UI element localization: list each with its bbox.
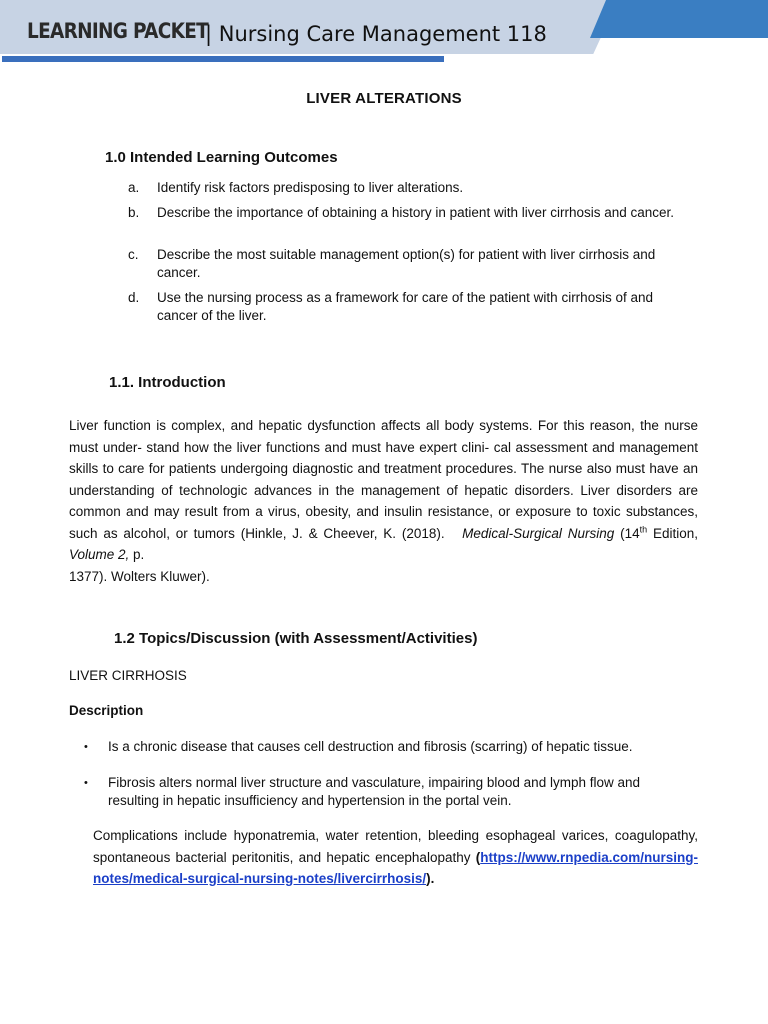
bullet-text: Fibrosis alters normal liver structure and vasculature, impairing blood and lymph flow and resulting in hepatic insufficiency and hypertension in the portal vein. — [108, 775, 640, 808]
link-open-paren: ( — [475, 849, 481, 865]
bullet-dot-icon: • — [84, 741, 88, 753]
topics-heading: 1.2 Topics/Discussion (with Assessment/Activities) — [114, 630, 478, 647]
list-marker: b. — [128, 205, 140, 220]
bullet-text: Is a chronic disease that causes cell destruction and fibrosis (scarring) of hepatic tissue. — [108, 739, 633, 754]
bullet-item — [84, 738, 684, 758]
list-text: Describe the most suitable management option(s) for patient with liver cirrhosis and cancer. — [157, 247, 656, 280]
list-marker: c. — [128, 247, 139, 262]
page-title: LIVER ALTERATIONS — [306, 90, 462, 107]
header-banner — [0, 0, 768, 66]
complications-text: Complications include hyponatremia, water retention, bleeding esophageal varices, coagulopathy, spontaneous bacterial peritonitis, and hepatic encephalopathy — [93, 828, 698, 865]
list-text: Use the nursing process as a framework for care of the patient with cirrhosis of and cancer of the liver. — [157, 290, 653, 323]
brand-title: LEARNING PACKET — [27, 19, 209, 43]
list-marker: a. — [128, 180, 140, 195]
link-close-paren: ). — [426, 871, 435, 886]
list-item — [128, 179, 688, 199]
introduction-paragraph — [69, 415, 698, 587]
citation-edition-suffix: th — [639, 524, 648, 534]
introduction-heading: 1.1. Introduction — [109, 374, 226, 391]
list-text: Describe the importance of obtaining a history in patient with liver cirrhosis and cancer. — [157, 205, 675, 220]
rnpedia-link[interactable]: https://www.rnpedia.com/nursing-notes/medical-surgical-nursing-notes/livercirrhosis/ — [93, 849, 698, 886]
list-item — [128, 204, 688, 242]
outcomes-heading: 1.0 Intended Learning Outcomes — [105, 149, 338, 166]
description-label: Description — [69, 703, 144, 718]
intro-body: Liver function is complex, and hepatic dysfunction affects all body systems. For this reason, the nurse must under- stand how the liver functions and must have expert clini- cal assessment and management skills to care for patients undergoing diagnostic and treatment procedures. The nurse also must have an understanding of technologic advances in the management of hepatic disorders. Liver disorders are common and may result from a virus, obesity, and insulin resistance, or exposure to toxic substances, such as alcohol, or tumors (Hinkle, J. & Cheever, K. (2018). — [69, 418, 698, 541]
list-text: Identify risk factors predisposing to liver alterations. — [157, 180, 464, 195]
citation-volume: Volume 2, — [69, 547, 130, 562]
header-rule — [2, 56, 444, 62]
citation-edition: (14 — [614, 525, 640, 541]
list-item — [128, 289, 688, 327]
list-item — [128, 246, 688, 284]
topic-subject: LIVER CIRRHOSIS — [69, 668, 187, 683]
bullet-dot-icon: • — [84, 777, 88, 789]
list-marker: d. — [128, 290, 140, 305]
citation-tail: 1377). Wolters Kluwer). — [69, 568, 210, 584]
citation-page-label: p. — [129, 547, 145, 562]
header-accent-shape — [590, 0, 768, 38]
citation-book-title: Medical-Surgical Nursing — [462, 525, 615, 541]
complications-paragraph — [93, 825, 698, 890]
bullet-item — [84, 774, 684, 812]
course-title: | Nursing Care Management 118 — [205, 22, 547, 46]
citation-edition-label: Edition, — [647, 525, 698, 541]
